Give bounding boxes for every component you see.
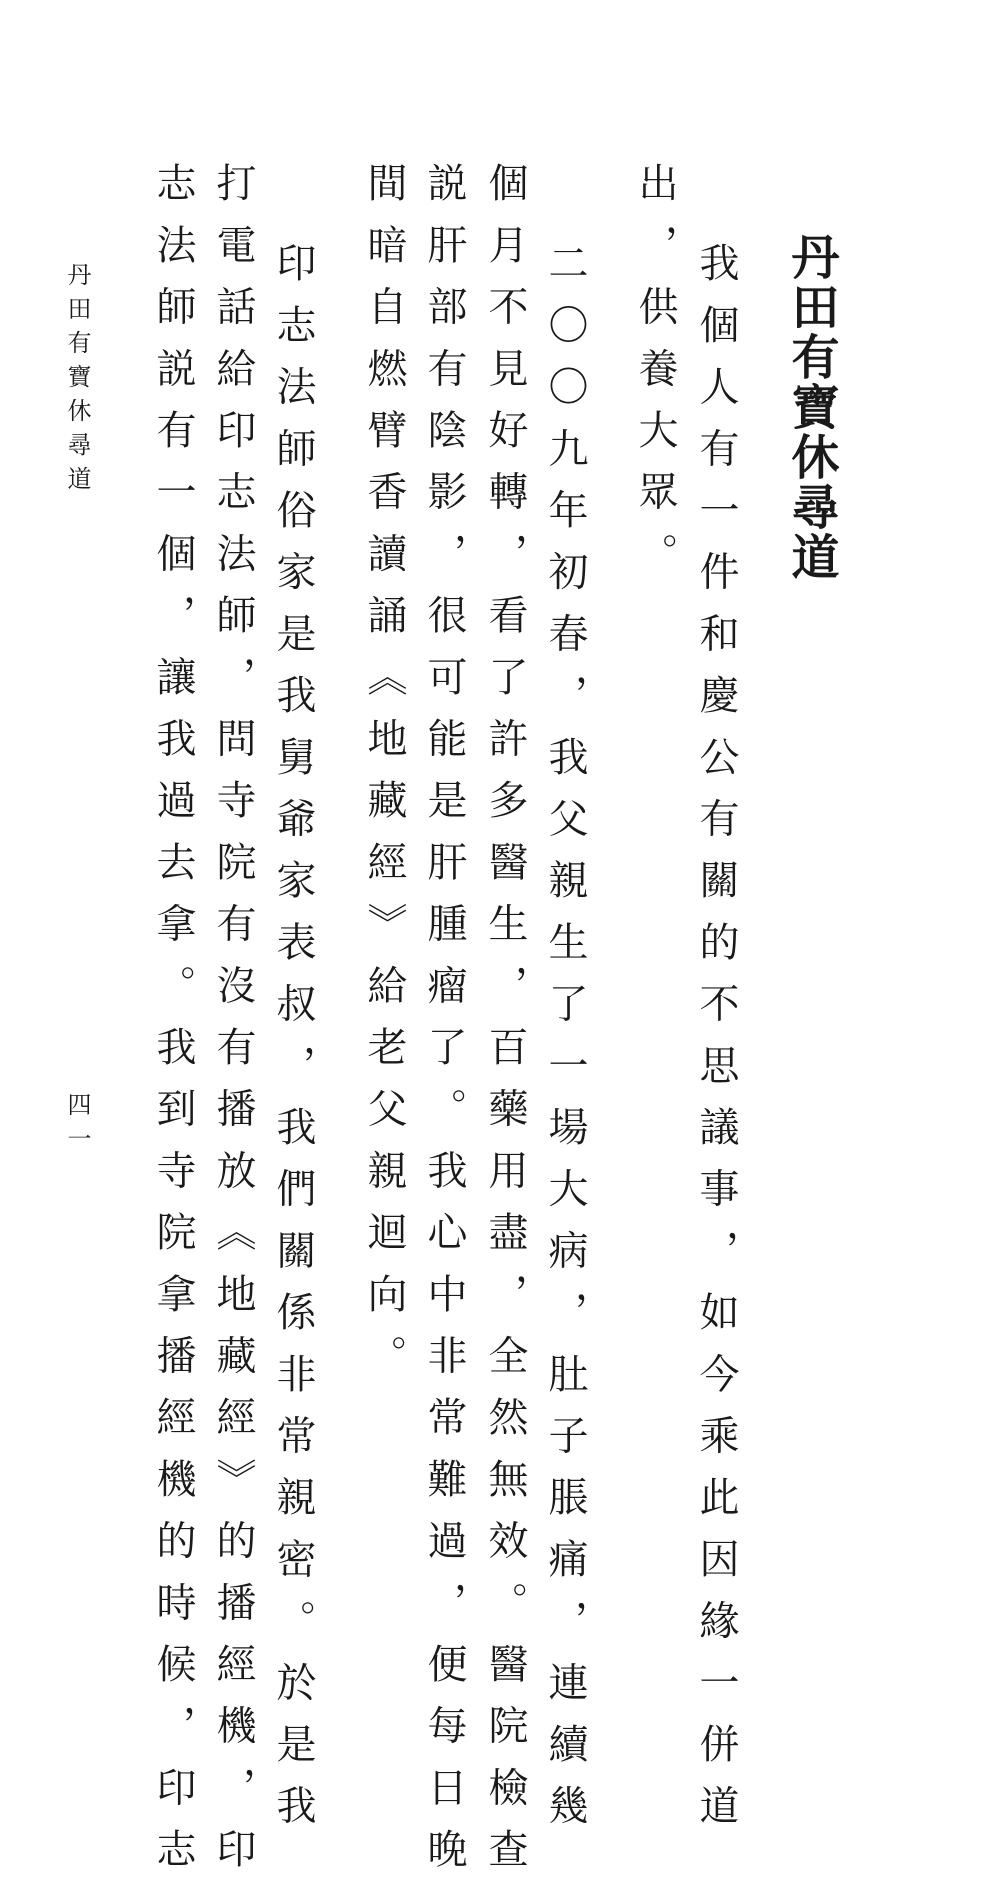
chapter-title: 丹田有寶休尋道 <box>783 232 839 582</box>
text-column-7: 印志法師俗家是我舅爺家表叔，我們關係非常親密。於是我 <box>270 242 316 1847</box>
text-column-8: 打電話給印志法師，問寺院有沒有播放《地藏經》的播經機，印 <box>210 162 256 1890</box>
text-column-2: 出，供養大眾。 <box>632 162 678 594</box>
text-column-1: 我個人有一件和慶公有關的不思議事，如今乘此因緣一併道 <box>693 242 739 1847</box>
text-column-3: 二〇〇九年初春，我父親生了一場大病，肚子脹痛，連續幾 <box>542 242 588 1847</box>
text-column-4: 個月不見好轉，看了許多醫生，百藥用盡，全然無效。醫院檢查 <box>482 162 528 1890</box>
page-number: 四一 <box>63 1092 91 1160</box>
text-column-6: 間暗自燃臂香讀誦《地藏經》給老父親迴向。 <box>361 162 407 1396</box>
running-head: 丹田有寶休尋道 <box>63 262 91 500</box>
text-column-5: 説肝部有陰影，很可能是肝腫瘤了。我心中非常難過，便每日晚 <box>421 162 467 1890</box>
text-column-9: 志法師説有一個，讓我過去拿。我到寺院拿播經機的時候，印志 <box>150 162 196 1890</box>
